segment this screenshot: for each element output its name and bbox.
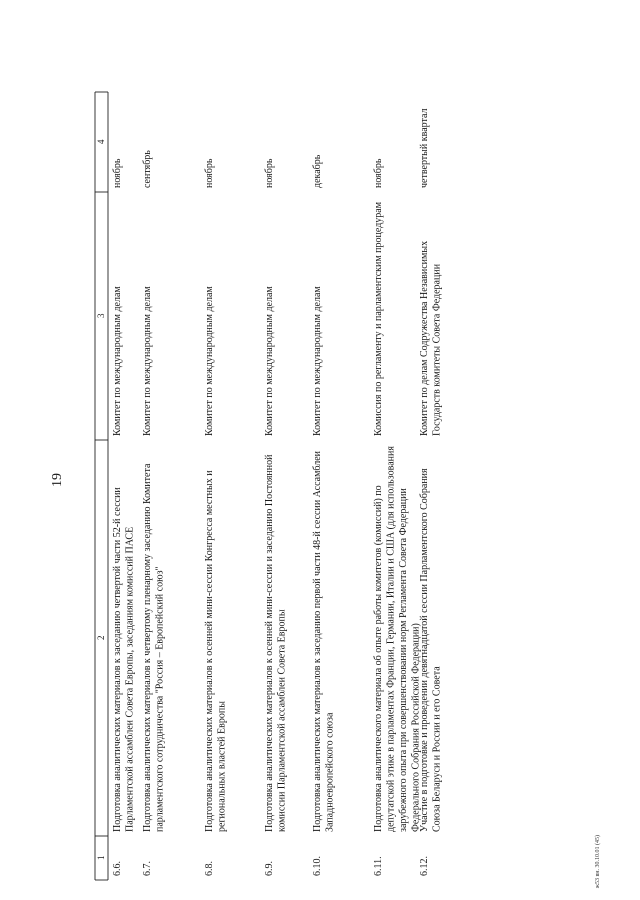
column-header-1: 1 <box>96 855 106 861</box>
row-term: ноябрь <box>112 158 123 188</box>
row-number: 6.12. <box>419 856 430 876</box>
row-task: Подготовка аналитических материалов к осенней мини-сессии Конгресса местных и региональных властей Европы <box>204 470 228 832</box>
row-number: 6.9. <box>264 861 275 876</box>
row-number: 6.7. <box>142 861 153 876</box>
row-term: ноябрь <box>204 158 215 188</box>
row-responsible: Комитет по международным делам <box>264 286 275 436</box>
row-responsible: Комитет по международным делам <box>204 286 215 436</box>
row-task: Подготовка аналитических материалов к осенней мини-сессии и заседанию Постоянной комиссии Парламентской ассамблеи Совета Европы <box>264 454 288 832</box>
footer-code: ж53 вн. 30.10.01 (45) <box>595 835 601 889</box>
row-term: сентябрь <box>142 150 153 188</box>
row-task: Участие в подготовке и проведении девятнадцатой сессии Парламентского Собрания Союза Беларуси и России и его Совета <box>419 468 443 832</box>
row-number: 6.10. <box>312 856 323 876</box>
row-number: 6.8. <box>204 861 215 876</box>
row-task: Подготовка аналитического материала об опыте работы комитетов (комиссий) по депутатской этике в парламентах Франции, Германии, Италии и США (для использования зарубежного опыта при совершенствовании норм Регламента Совета Федерации Федерального Собрания Российской Федерации) <box>373 446 422 832</box>
row-task: Подготовка аналитических материалов к заседанию четвертой части 52-й сессии Парламентской ассамблеи Совета Европы, заседаниям комиссий ПАСЕ <box>112 487 136 832</box>
row-term: ноябрь <box>373 158 384 188</box>
row-task: Подготовка аналитических материалов к четвертому пленарному заседанию Комитета парламентского сотрудничества "Россия – Европейский союз" <box>142 463 166 832</box>
row-responsible: Комитет по международным делам <box>142 286 153 436</box>
column-header-4: 4 <box>96 139 106 145</box>
row-task: Подготовка аналитических материалов к заседанию первой части 48-й сессии Ассамблеи Западноевропейского союза <box>312 450 336 832</box>
row-responsible: Комитет по международным делам <box>312 286 323 436</box>
column-header-2: 2 <box>96 635 106 641</box>
column-header-3: 3 <box>96 313 106 319</box>
row-responsible: Комитет по делам Содружества Независимых Государств комитеты Совета Федерации <box>419 240 443 436</box>
row-responsible: Комиссия по регламенту и парламентским процедурам <box>373 201 384 436</box>
row-term: декабрь <box>312 154 323 188</box>
row-number: 6.11. <box>373 856 384 876</box>
row-responsible: Комитет по международным делам <box>112 286 123 436</box>
row-number: 6.6. <box>112 861 123 876</box>
row-term: ноябрь <box>264 158 275 188</box>
page-number: 19 <box>50 473 65 487</box>
row-term: четвертый квартал <box>419 108 430 188</box>
